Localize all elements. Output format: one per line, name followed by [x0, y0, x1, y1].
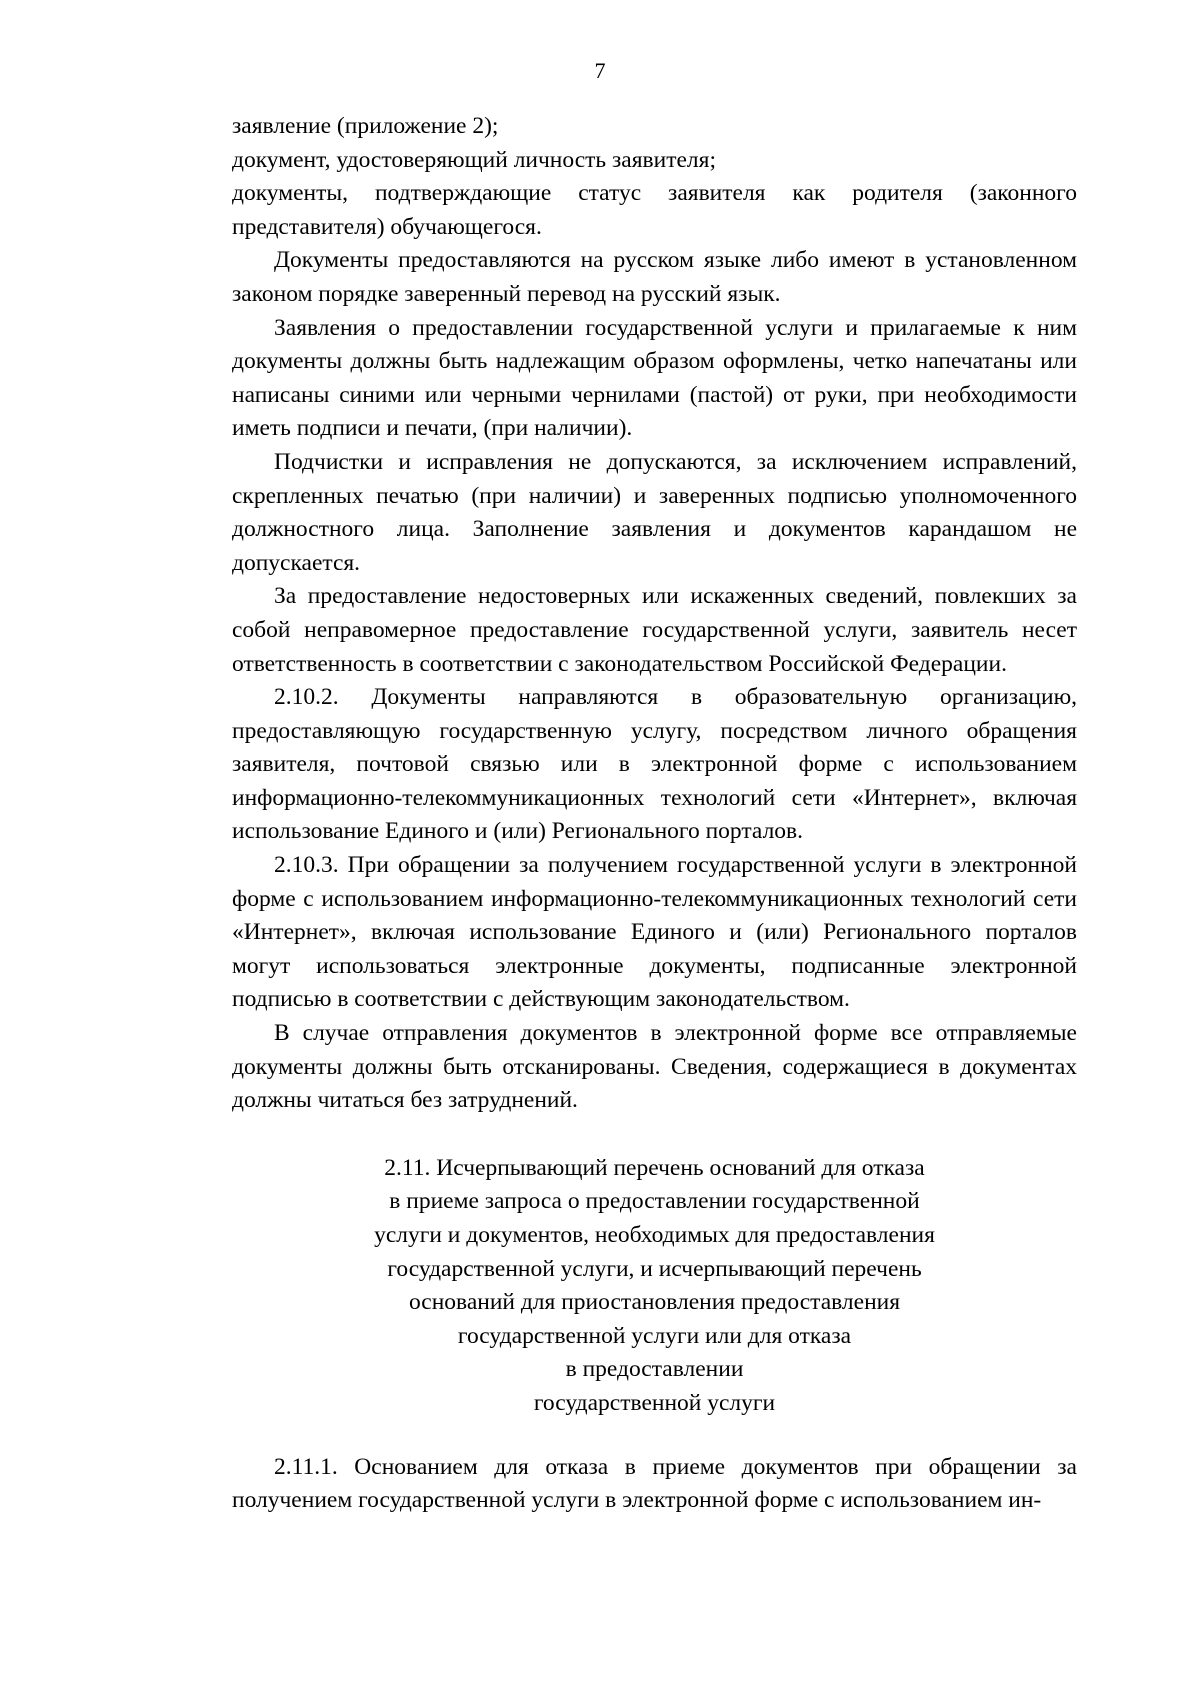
section-heading-2-11 [232, 1152, 1077, 1421]
paragraph-false-information-liability: За предоставление недостоверных или искаженных сведений, повлекших за собой неправомерное предоставление государственной услуги, заявитель несет ответственность в соответствии с законодательством Российской Федерации. [232, 583, 1077, 677]
paragraph-list-item-3: документы, подтверждающие статус заявителя как родителя (законного представителя) обучающегося. [232, 180, 1077, 240]
page-number: 7 [594, 58, 606, 83]
paragraph-clause-2-11-1: 2.11.1. Основанием для отказа в приеме документов при обращении за получением государственной услуги в электронной форме с использованием ин- [232, 1453, 1077, 1514]
heading-line-7: в предоставлении [565, 1356, 744, 1383]
paragraph-list-item-2: документ, удостоверяющий личность заявителя; [232, 146, 716, 173]
paragraph-corrections-rules: Подчистки и исправления не допускаются, за исключением исправлений, скрепленных печатью (при наличии) и заверенных подписью уполномоченного должностного лица. Заполнение заявления и документов карандашом не допускается. [232, 448, 1077, 576]
paragraph-application-requirements: Заявления о предоставлении государственной услуги и прилагаемые к ним документы должны быть надлежащим образом оформлены, четко напечатаны или написаны синими или черными чернилами (пастой) от руки, при необходимости иметь подписи и печати, (при наличии). [232, 314, 1077, 442]
paragraph-clause-2-10-2: 2.10.2. Документы направляются в образовательную организацию, предоставляющую государственную услугу, посредством личного обращения заявителя, почтовой связью или в электронной форме с использованием информационно-телекоммуникационных технологий сети «Интернет», включая использование Единого и (или) Регионального порталов. [232, 684, 1077, 845]
heading-line-5: оснований для приостановления предоставления [408, 1289, 901, 1316]
heading-line-6: государственной услуги или для отказа [457, 1322, 852, 1349]
heading-spacer [232, 1421, 1077, 1451]
heading-line-3: услуги и документов, необходимых для предоставления [374, 1222, 935, 1248]
heading-line-4: государственной услуги, и исчерпывающий перечень [387, 1255, 922, 1282]
paragraph-clause-2-10-3: 2.10.3. При обращении за получением государственной услуги в электронной форме с использованием информационно-телекоммуникационных технологий сети «Интернет», включая использование Единого и (или) Регионального порталов могут использоваться электронные документы, подписанные электронной подписью в соответствии с действующим законодательством. [232, 852, 1077, 1013]
paragraph-documents-language: Документы предоставляются на русском языке либо имеют в установленном законом порядке заверенный перевод на русский язык. [232, 247, 1077, 307]
paragraph-list-item-1: заявление (приложение 2); [232, 113, 499, 139]
heading-line-2: в приеме запроса о предоставлении государственной [389, 1188, 920, 1215]
document-body [232, 110, 1077, 1518]
paragraph-electronic-scan: В случае отправления документов в электронной форме все отправляемые документы должны быть отсканированы. Сведения, содержащиеся в документах должны читаться без затруднений. [232, 1020, 1077, 1114]
heading-line-1: 2.11. Исчерпывающий перечень оснований для отказа [384, 1154, 925, 1181]
heading-line-8: государственной услуги [533, 1389, 776, 1416]
